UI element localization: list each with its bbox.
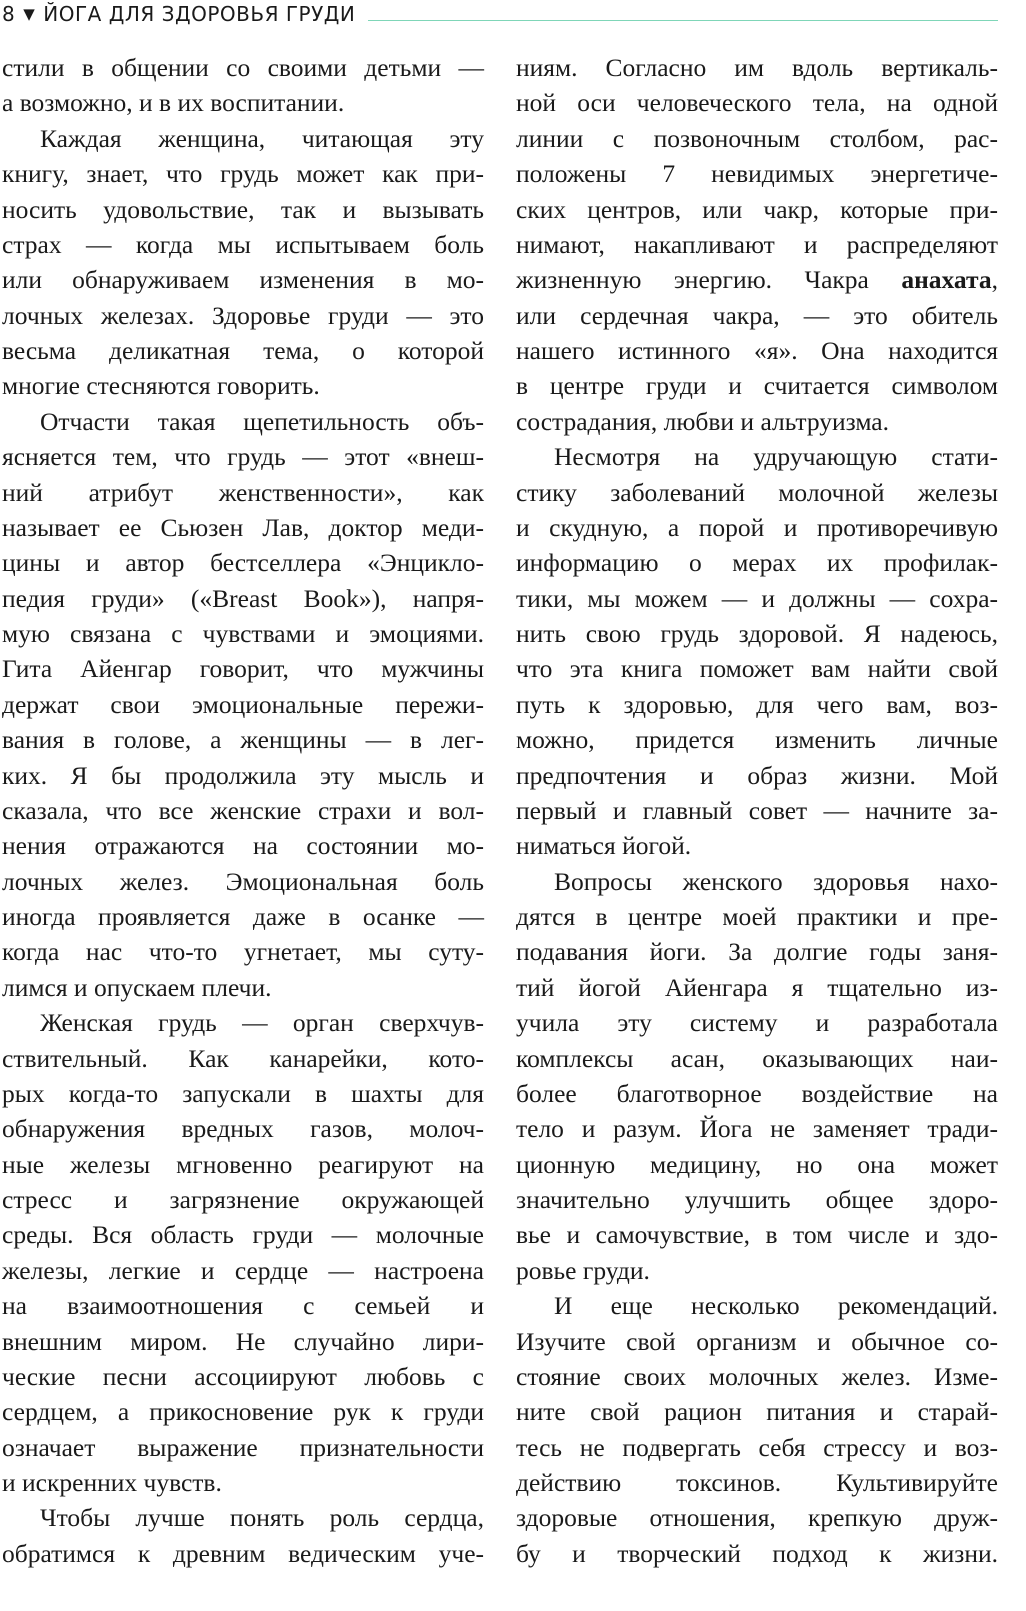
text-line: ствительный. Как канарейки, кото- [2,1043,484,1073]
text-line: носить удовольствие, так и вызывать [2,194,484,224]
text-line: нения отражаются на состоянии мо- [2,831,484,861]
text-line: Каждая женщина, читающая эту [40,123,484,153]
text-line: Вопросы женского здоровья нахо- [554,866,998,896]
text-line: когда нас что-то угнетает, мы суту- [2,937,484,967]
text-line: ясняется тем, что грудь — этот «внеш- [2,442,484,472]
text-line: путь к здоровью, для чего вам, воз- [516,689,998,719]
text-line: Несмотря на удручающую стати- [554,442,998,472]
text-line: линии с позвоночным столбом, рас- [516,123,998,153]
text-line: сказала, что все женские страхи и вол- [2,795,484,825]
text-line: бу и творческий подход к жизни. [516,1538,998,1568]
text-line: называет ее Сьюзен Лав, доктор меди- [2,512,484,542]
text-segment: жизненную энергию. Чакра [516,265,902,295]
text-line: ните свой рацион питания и старай- [516,1397,998,1427]
text-line: более благотворное воздействие на [516,1078,998,1108]
text-line: первый и главный совет — начните за- [516,795,998,825]
text-line: Отчасти такая щепетильность объ- [40,406,484,436]
text-line: ний атрибут женственности», как [2,477,484,507]
text-line: лимся и опускаем плечи. [2,972,272,1002]
text-line: нашего истинного «я». Она находится [516,336,998,365]
text-line: И еще несколько рекомендаций. [554,1291,998,1321]
text-line: лочных железах. Здоровье груди — это [2,300,484,330]
text-line: комплексы асан, оказывающих наи- [516,1043,998,1073]
text-line: действию токсинов. Культивируйте [516,1468,998,1497]
text-line: тики, мы можем — и должны — сохра- [516,583,998,613]
text-line: весьма деликатная тема, о которой [2,336,484,365]
bold-term: анахата [901,265,992,295]
text-line: книгу, знает, что грудь может как при- [2,159,484,189]
text-line: в центре груди и считается символом [516,371,998,401]
text-line: ких. Я бы продолжила эту мысль и [2,760,484,790]
right-column [516,50,998,1571]
triangle-marker-icon: ▼ [23,5,36,23]
text-line: нимают, накапливают и распределяют [516,229,998,259]
text-line: вания в голове, а женщины — в лег- [2,725,484,755]
text-line: ниматься йогой. [516,831,692,861]
running-title: ЙОГА ДЛЯ ЗДОРОВЬЯ ГРУДИ [43,2,356,26]
text-line: и скудную, а порой и противоречивую [516,512,998,542]
text-line: обнаружения вредных газов, молоч- [2,1114,484,1144]
text-line: мую связана с чувствами и эмоциями. [2,619,484,648]
text-line: ческие песни ассоциируют любовь с [2,1361,484,1391]
running-header [2,0,355,28]
text-line: положены 7 невидимых энергетиче- [516,159,998,189]
text-line: или обнаруживаем изменения в мо- [2,265,484,295]
text-line: Гита Айенгар говорит, что мужчины [2,654,484,684]
text-line: сострадания, любви и альтруизма. [516,406,889,436]
text-line: ниям. Согласно им вдоль вертикаль- [516,53,998,82]
text-line: можно, придется изменить личные [516,725,998,755]
text-line: сердцем, а прикосновение рук к груди [2,1397,484,1427]
text-line: ные железы мгновенно реагируют на [2,1149,484,1179]
text-line: тий йогой Айенгара я тщательно из- [516,972,998,1002]
text-line: дятся в центре моей практики и пре- [516,902,998,931]
text-line: означает выражение признательности [2,1432,484,1462]
text-line: информацию о мерах их профилак- [516,548,998,578]
text-line: педия груди» («Breast Book»), напря- [2,583,484,613]
text-line: обратимся к древним ведическим уче- [2,1538,484,1568]
text-line: тело и разум. Йога не заменяет тради- [516,1114,998,1144]
text-line: значительно улучшить общее здоро- [516,1185,998,1214]
text-line: стояние своих молочных желез. Изме- [516,1361,998,1391]
text-line: страх — когда мы испытываем боль [2,229,484,259]
text-line: или сердечная чакра, — это обитель [516,300,998,330]
text-line: нить свою грудь здоровой. Я надеюсь, [516,619,998,648]
text-line: цины и автор бестселлера «Энцикло- [2,548,484,578]
text-line: на взаимоотношения с семьей и [2,1291,484,1321]
text-line: предпочтения и образ жизни. Мой [516,760,998,790]
text-line: держат свои эмоциональные пережи- [2,689,484,719]
text-line: среды. Вся область груди — молочные [2,1220,484,1250]
text-line: Женская грудь — орган сверхчув- [40,1008,484,1038]
text-line: многие стесняются говорить. [2,371,320,401]
text-line: ровье груди. [516,1255,650,1285]
text-line: железы, легкие и сердце — настроена [2,1255,484,1285]
text-line: стили в общении со своими детьми — [2,53,484,82]
text-line: Изучите свой организм и обычное со- [516,1326,998,1356]
text-line: учила эту систему и разработала [516,1008,998,1038]
text-line: ских центров, или чакр, которые при- [516,194,998,224]
text-line: лочных желез. Эмоциональная боль [2,866,484,896]
text-line: здоровые отношения, крепкую друж- [516,1503,998,1533]
text-line [516,262,998,297]
text-line: а возможно, и в их воспитании. [2,88,345,118]
text-line: вье и самочувствие, в том числе и здо- [516,1220,998,1250]
text-line: тесь не подвергать себя стрессу и воз- [516,1432,998,1462]
text-line: внешним миром. Не случайно лири- [2,1326,484,1356]
page-number: 8 [2,2,16,26]
text-line: иногда проявляется даже в осанке — [2,902,484,931]
text-line: подавания йоги. За долгие годы заня- [516,937,998,967]
text-line: что эта книга поможет вам найти свой [516,654,998,684]
text-line: и искренних чувств. [2,1468,222,1497]
header-rule [368,20,998,21]
text-line: стресс и загрязнение окружающей [2,1185,484,1214]
text-line: ционную медицину, но она может [516,1149,998,1179]
text-line: Чтобы лучше понять роль сердца, [40,1503,484,1533]
text-line: ной оси человеческого тела, на одной [516,88,998,118]
left-column [2,50,484,1571]
text-segment: , [991,265,998,295]
text-line: рых когда-то запускали в шахты для [2,1078,484,1108]
text-line: стику заболеваний молочной железы [516,477,998,507]
